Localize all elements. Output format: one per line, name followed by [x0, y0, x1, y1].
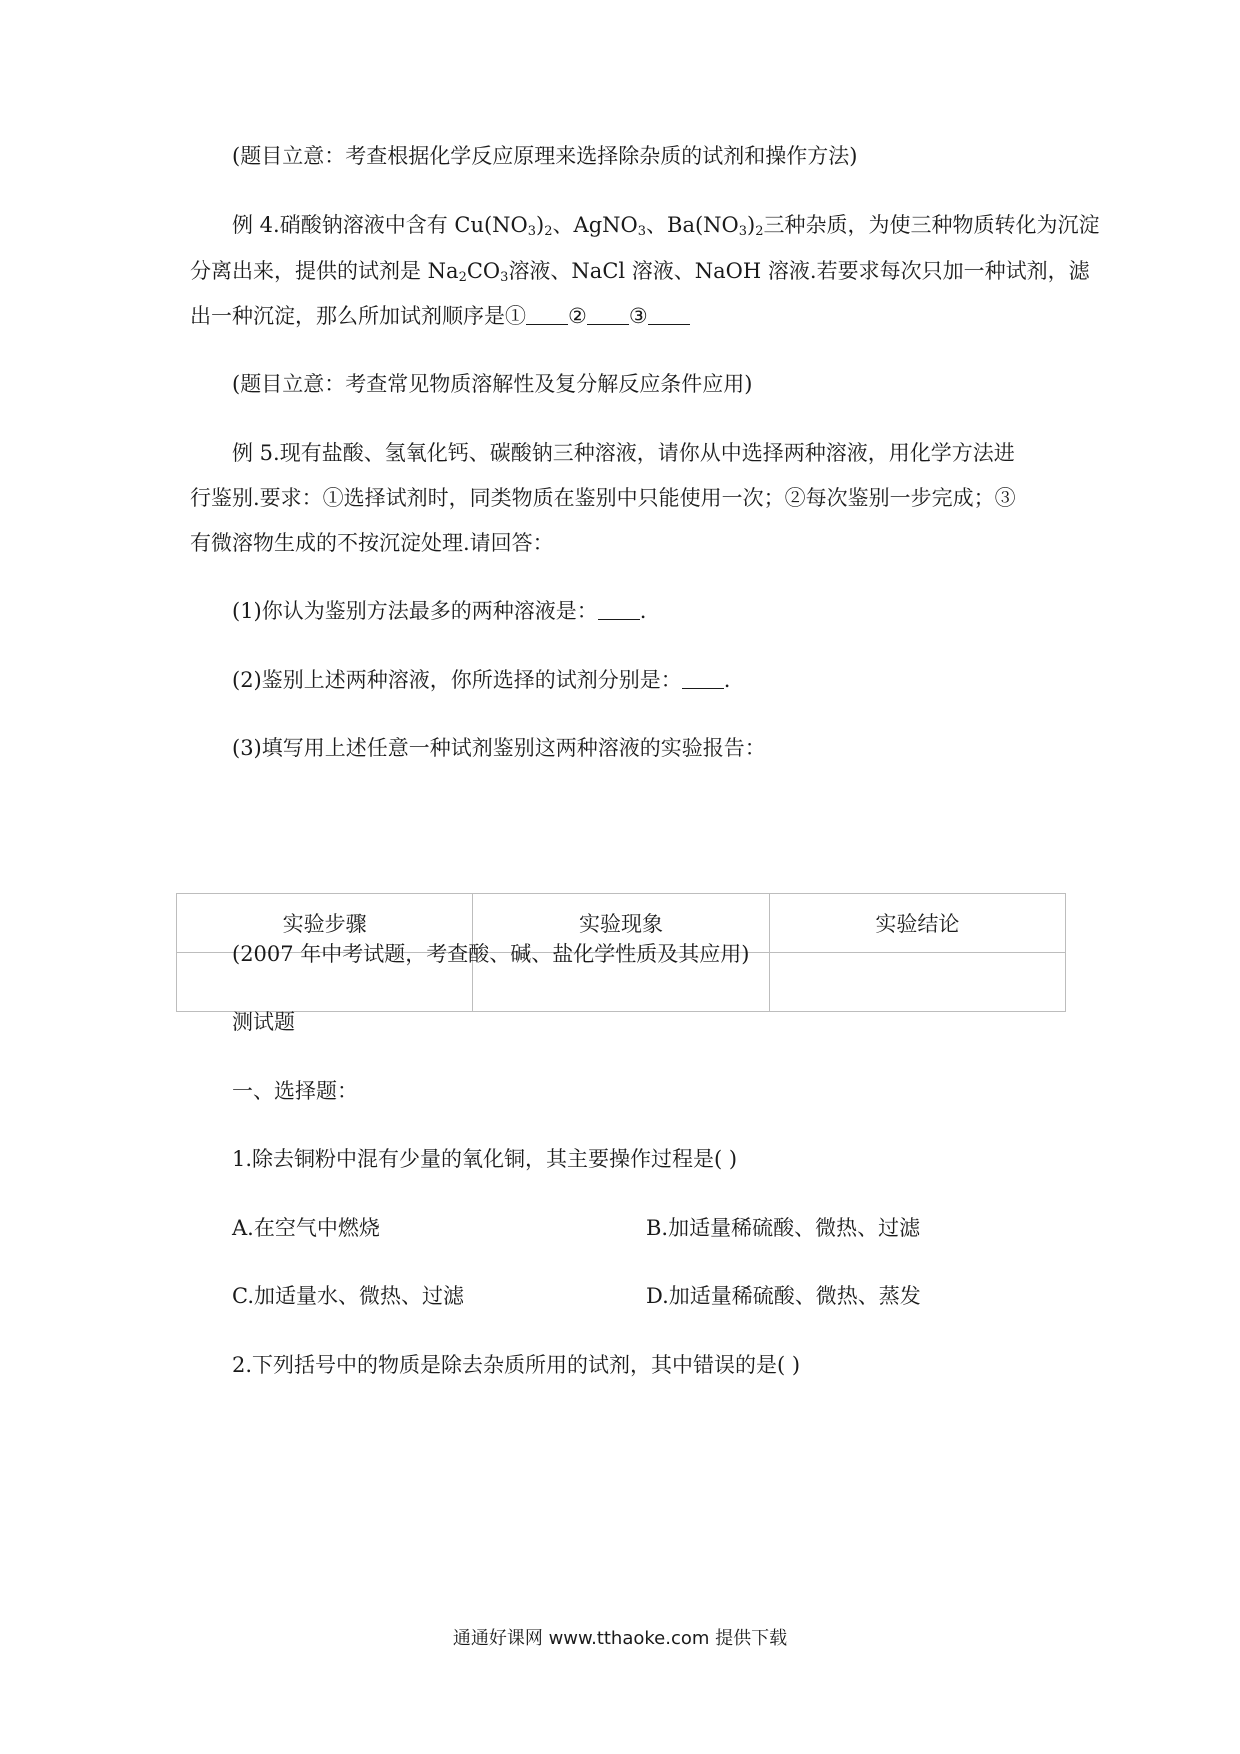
example-4-line-3: 出一种沉淀，那么所加试剂顺序是① ② ③ [190, 304, 690, 328]
example-5-question-2: (2)鉴别上述两种溶液，你所选择的试剂分别是： . [232, 668, 731, 692]
section-heading: 一、选择题： [232, 1079, 358, 1103]
header-phenomena: 实验现象 [473, 894, 769, 953]
answer-blank-2 [587, 306, 629, 325]
header-conclusion: 实验结论 [769, 894, 1065, 953]
header-steps: 实验步骤 [177, 894, 473, 953]
test-heading: 测试题 [232, 1010, 295, 1034]
question-1-option-b: B.加适量稀硫酸、微热、过滤 [646, 1216, 921, 1240]
example-5-line-3: 有微溶物生成的不按沉淀处理.请回答： [190, 531, 554, 555]
source-note: (2007 年中考试题，考查酸、碱、盐化学性质及其应用) [232, 942, 750, 966]
answer-blank-q1 [598, 601, 640, 620]
example-5-question-3: (3)填写用上述任意一种试剂鉴别这两种溶液的实验报告： [232, 736, 766, 760]
answer-blank-3 [648, 306, 690, 325]
example-5-line-1: 例 5.现有盐酸、氢氧化钙、碳酸钠三种溶液，请你从中选择两种溶液，用化学方法进 [232, 441, 1015, 465]
page-footer: 通通好课网 www.tthaoke.com 提供下载 [452, 1628, 788, 1649]
example-4-line-1: 例 4.硝酸钠溶液中含有 $Cu(NO_3)_2$、AgNO$_3$、$Ba(NO_3)_2$三种杂质，为使三种物质转化为沉淀 [232, 213, 1100, 239]
intent-note-3: (题目立意：考查根据化学反应原理来选择除杂质的试剂和操作方法) [232, 144, 858, 168]
answer-blank-q2 [682, 670, 724, 689]
question-1-stem: 1.除去铜粉中混有少量的氧化铜，其主要操作过程是( ) [232, 1147, 738, 1171]
question-1-option-d: D.加适量稀硫酸、微热、蒸发 [646, 1284, 921, 1308]
example-5-question-1: (1)你认为鉴别方法最多的两种溶液是： . [232, 599, 647, 623]
answer-blank-1 [526, 306, 568, 325]
question-2-stem: 2.下列括号中的物质是除去杂质所用的试剂，其中错误的是( ) [232, 1353, 801, 1377]
example-4-line-2: 分离出来，提供的试剂是 $Na_2CO_3$溶液、NaCl 溶液、NaOH 溶液.若要求每次只加一种试剂，滤 [190, 259, 1090, 285]
question-1-option-a: A.在空气中燃烧 [232, 1216, 380, 1240]
example-5-line-2: 行鉴别.要求：①选择试剂时，同类物质在鉴别中只能使用一次；②每次鉴别一步完成；③ [190, 486, 1016, 510]
table-cell-conclusion [769, 953, 1065, 1012]
question-1-option-c: C.加适量水、微热、过滤 [232, 1284, 464, 1308]
intent-note-4: (题目立意：考查常见物质溶解性及复分解反应条件应用) [232, 372, 753, 396]
